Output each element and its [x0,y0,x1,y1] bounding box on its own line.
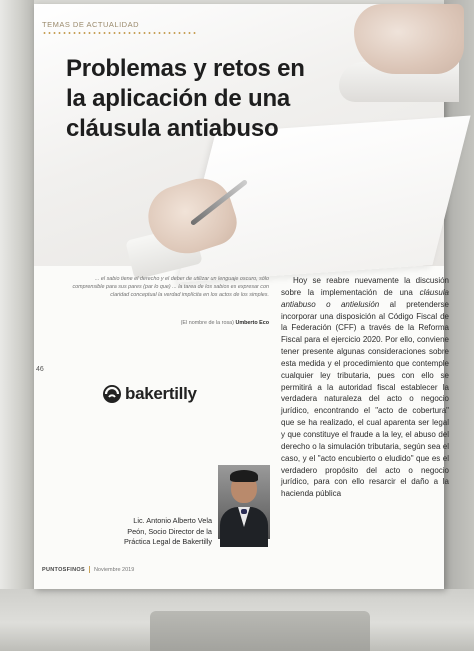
scanner-frame-bottom [0,589,474,651]
publication-name: PUNTOSFINOS [42,566,85,573]
section-tag: TEMAS DE ACTUALIDAD [42,20,140,29]
title-line: cláusula antiabuso [66,115,279,142]
photo-clasped-hands [354,4,464,74]
epigraph-attribution [64,320,269,326]
body-text-italic: cláusula antiabuso o antielusión [281,287,449,309]
bakertilly-logo [102,384,197,404]
page-number: 46 [36,366,44,373]
author-credit [64,516,212,548]
title-line: Problemas y retos en [66,55,305,82]
logo-wordmark: bakertilly [125,384,197,403]
page-footer [42,566,134,573]
author-portrait [218,465,270,539]
title-line: la aplicación de una [66,85,291,112]
author-line: Peón, Socio Director de la [127,526,212,536]
magazine-page [34,4,449,589]
scanner-notch [150,611,370,651]
scanner-frame-left [0,0,34,651]
article-body [281,275,449,500]
epigraph-source: (El nombre de la rosa) [180,320,234,326]
author-line: Práctica Legal de Bakertilly [123,537,212,546]
publication-date: Noviembre 2019 [93,566,135,573]
body-text-part: al pretenderse incorporar una disposición al Código Fiscal de la Federación (CFF) a través de la Reforma Fiscal para el ejercicio 2020. Por ello, conviene tener presente algunas consideraciones sobre esta medida y el procedimiento que contemple cualquier ley tributaria, pues con ello se permitirá a la autoridad fiscal establecer la verdadera naturaleza del acto o negocio jurídico, encontrando el "acto de cobertura" que se ha realizado, el cual aparenta ser legal y que constituye el fraude a la ley, el abuso del derecho o la simulación tributaria, según sea el caso, y el "acto encubierto o eludido" que es el verdadero propósito del acto o negocio jurídico, para con ello resarcir el daño a la hacienda pública [281,299,449,499]
body-text-part: Hoy se reabre nuevamente la discusión sobre la implementación de una [281,276,449,297]
author-line: Lic. Antonio Alberto Vela [133,516,212,525]
article-title [66,54,366,144]
bakertilly-logo-icon [102,384,122,404]
epigraph-author: Umberto Eco [235,320,269,326]
section-dotted-rule [42,32,197,34]
epigraph-quote: ... el sabio tiene el derecho y el deber de utilizar un lenguaje oscuro, sólo comprensible para sus pares (par lo que) ... la tarea de los sabios es expresar con claridad conceptual la verdad implícita en los actos de los simples. [72,276,269,298]
footer-separator [89,566,90,573]
